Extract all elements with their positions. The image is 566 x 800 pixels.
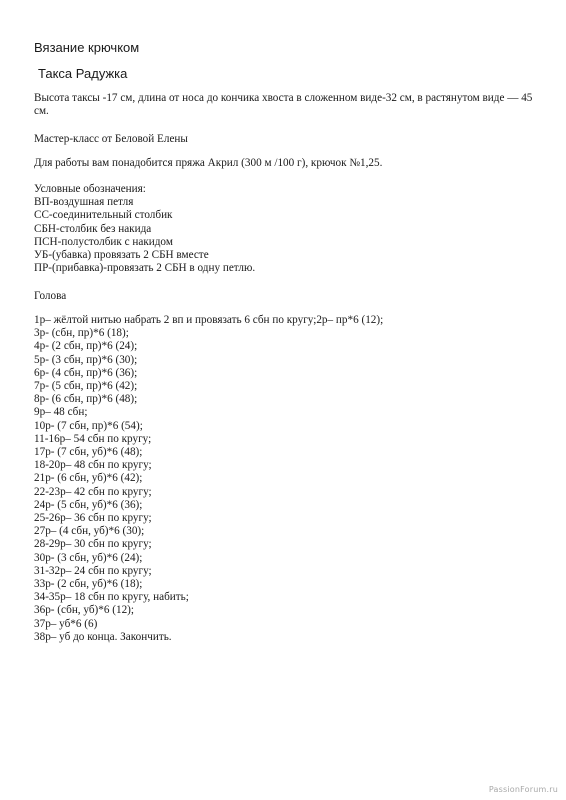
row-instruction: 28-29р– 30 сбн по кругу; [34, 538, 152, 551]
row-instruction: 4р- (2 сбн, пр)*6 (24); [34, 340, 138, 353]
section-heading: Голова [34, 290, 67, 302]
legend-block [34, 183, 539, 275]
row-instruction: 37р– уб*6 (6) [34, 617, 98, 630]
legend-line: Условные обозначения: [34, 183, 146, 195]
legend-line: УБ-(убавка) провязать 2 СБН вместе [34, 249, 209, 262]
row-instruction: 9р– 48 сбн; [34, 406, 88, 419]
row-instruction: 34-35р– 18 сбн по кругу, набить; [34, 591, 189, 604]
row-instruction: 17р- (7 сбн, уб)*6 (48); [34, 446, 143, 459]
row-instruction: 6р- (4 сбн, пр)*6 (36); [34, 366, 138, 379]
row-instruction: 18-20р– 48 сбн по кругу; [34, 459, 152, 472]
master-class-line: Мастер-класс от Беловой Елены [34, 133, 188, 145]
row-instruction: 11-16р– 54 сбн по кругу; [34, 432, 152, 445]
row-instruction: 24р- (5 сбн, уб)*6 (36); [34, 498, 143, 511]
row-instruction: 7р- (5 сбн, пр)*6 (42); [34, 380, 138, 393]
row-instruction: 38р– уб до конца. Закончить. [34, 630, 172, 643]
legend-line: ПСН-полустолбик с накидом [34, 235, 173, 248]
legend-line: ВП-воздушная петля [34, 196, 134, 209]
row-instruction: 33р- (2 сбн, уб)*6 (18); [34, 578, 143, 591]
row-instruction: 10р- (7 сбн, пр)*6 (54); [34, 419, 143, 432]
site-watermark: PassionForum.ru [488, 785, 558, 794]
legend-line: СБН-столбик без накида [34, 222, 152, 235]
row-instruction: 27р– (4 сбн, уб)*6 (30); [34, 525, 145, 538]
document-heading: Вязание крючком [34, 40, 140, 55]
legend-line: СС-соединительный столбик [34, 209, 173, 222]
row-instruction: 5р- (3 сбн, пр)*6 (30); [34, 353, 138, 366]
pattern-title: Такса Радужка [38, 66, 128, 81]
row-instruction: 36р- (сбн, уб)*6 (12); [34, 604, 134, 617]
row-instruction: 30р- (3 сбн, уб)*6 (24); [34, 551, 143, 564]
row-instruction: 3р- (сбн, пр)*6 (18); [34, 327, 129, 340]
intro-paragraph: Высота таксы -17 см, длина от носа до кончика хвоста в сложенном виде-32 см, в растянутом виде — 45 см. [34, 92, 533, 118]
materials-line: Для работы вам понадобится пряжа Акрил (300 м /100 г), крючок №1,25. [34, 157, 383, 169]
row-instruction: 1р– жёлтой нитью набрать 2 вп и провязать 6 сбн по кругу;2р– пр*6 (12); [34, 314, 384, 326]
row-instruction: 8р- (6 сбн, пр)*6 (48); [34, 393, 138, 406]
rows-list [34, 314, 539, 644]
row-instruction: 25-26р– 36 сбн по кругу; [34, 512, 152, 525]
row-instruction: 21р- (6 сбн, уб)*6 (42); [34, 472, 143, 485]
row-instruction: 31-32р– 24 сбн по кругу; [34, 564, 152, 577]
row-instruction: 22-23р– 42 сбн по кругу; [34, 485, 152, 498]
legend-line: ПР-(прибавка)-провязать 2 СБН в одну петлю. [34, 262, 256, 275]
